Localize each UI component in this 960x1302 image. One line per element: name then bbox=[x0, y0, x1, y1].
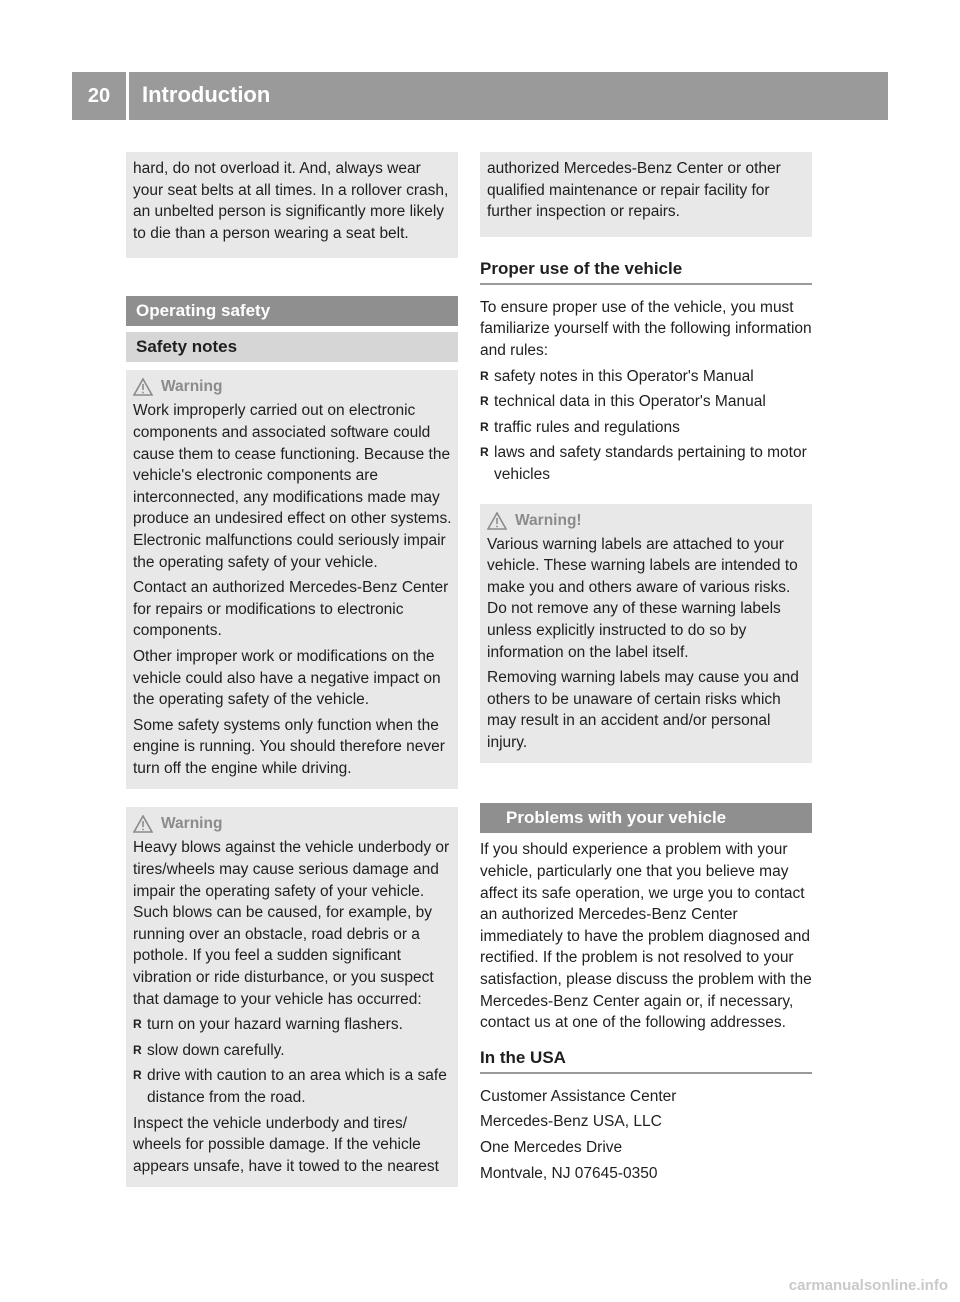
subsection-safety-notes: Safety notes bbox=[126, 332, 458, 362]
intro-text: hard, do not overload it. And, always wear your seat belts at all times. In a rollover crash, an unbelted person is significantly more likely to die than a person wearing a seat belt. bbox=[133, 160, 449, 242]
warning-heading bbox=[133, 376, 452, 398]
warning3-para: Removing warning labels may cause you and others to be unaware of certain risks which may result in an accident and/or personal injury. bbox=[487, 669, 799, 751]
left-column bbox=[126, 152, 458, 1187]
usa-heading: In the USA bbox=[480, 1048, 812, 1074]
address-line: One Mercedes Drive bbox=[480, 1139, 623, 1156]
header-divider bbox=[126, 72, 129, 120]
problems-text: If you should experience a problem with your vehicle, particularly one that you believe may affect its safe operation, we urge you to contact an authorized Mercedes-Benz Center immediately to have the problem diagnosed and rectified. If the problem is not resolved to your satisfaction, please discuss the problem with the Mercedes-Benz Center again or, if necessary, contact us at one of the following addresses. bbox=[480, 841, 812, 1032]
page-header bbox=[72, 72, 888, 120]
warning-box-1 bbox=[126, 370, 458, 789]
watermark: carmanualsonline.info bbox=[788, 1277, 948, 1294]
warning2-para: Heavy blows against the vehicle underbody or tires/wheels may cause serious damage and impair the operating safety of your vehicle. Such blows can be caused, for example, by running over an obstacle, road debris or a pothole. If you feel a sudden significant vibration or ride disturbance, or you suspect that damage to your vehicle has occurred: bbox=[133, 839, 450, 1008]
list-item: R slow down carefully. bbox=[133, 1040, 452, 1062]
section-operating-safety: Operating safety bbox=[126, 296, 458, 326]
warning-triangle-icon bbox=[133, 815, 153, 833]
list-item: R laws and safety standards pertaining to motor vehicles bbox=[480, 442, 812, 485]
warning2-para: Inspect the vehicle underbody and tires/ wheels for possible damage. If the vehicle appears unsafe, have it towed to the nearest bbox=[133, 1114, 439, 1175]
section-problems: Problems with your vehicle bbox=[480, 803, 812, 833]
warning1-para: Other improper work or modifications on the vehicle could also have a negative impact on the operating safety of the vehicle. bbox=[133, 647, 441, 709]
list-item: R traffic rules and regulations bbox=[480, 417, 812, 439]
list-item: R turn on your hazard warning flashers. bbox=[133, 1014, 452, 1036]
warning1-para: Some safety systems only function when the engine is running. You should therefore never turn off the engine while driving. bbox=[133, 716, 445, 777]
warning1-para: Contact an authorized Mercedes-Benz Center for repairs or modifications to electronic components. bbox=[133, 579, 449, 640]
warning-label: Warning bbox=[161, 378, 223, 396]
continuation-text: authorized Mercedes-Benz Center or other qualified maintenance or repair facility for further inspection or repairs. bbox=[487, 160, 781, 221]
warning1-para: Work improperly carried out on electronic components and associated software could cause them to cease functioning. Because the vehicle's electronic components are interconnected, any modifications made may produce an undesired effect on other systems. Electronic malfunctions could seriously impair the operating safety of your vehicle. bbox=[133, 402, 452, 571]
warning-heading bbox=[487, 510, 806, 532]
intro-box bbox=[126, 152, 458, 258]
warning-box-3 bbox=[480, 504, 812, 764]
warning-triangle-icon bbox=[133, 378, 153, 396]
section-title: Introduction bbox=[142, 82, 271, 107]
list-item: R drive with caution to an area which is a safe distance from the road. bbox=[133, 1065, 452, 1108]
continuation-box bbox=[480, 152, 812, 237]
address-line: Customer Assistance Center bbox=[480, 1087, 677, 1105]
address-line: Montvale, NJ 07645-0350 bbox=[480, 1164, 658, 1182]
proper-use-intro: To ensure proper use of the vehicle, you must familiarize yourself with the following information and rules: bbox=[480, 298, 812, 359]
usa-address bbox=[480, 1086, 812, 1184]
warning-triangle-icon bbox=[487, 512, 507, 530]
warning3-para: Various warning labels are attached to your vehicle. These warning labels are intended to make you and others aware of various risks. Do not remove any of these warning labels unless explicitly instructed to do so by information on the label itself. bbox=[487, 535, 798, 661]
right-column bbox=[480, 152, 812, 1188]
proper-use-bullets bbox=[480, 366, 812, 486]
page-number: 20 bbox=[87, 85, 111, 107]
warning-heading bbox=[133, 813, 452, 835]
warning-box-2 bbox=[126, 807, 458, 1187]
list-item: R technical data in this Operator's Manual bbox=[480, 391, 812, 413]
proper-use-heading: Proper use of the vehicle bbox=[480, 259, 812, 285]
address-line: Mercedes-Benz USA, LLC bbox=[480, 1113, 662, 1131]
list-item: R safety notes in this Operator's Manual bbox=[480, 366, 812, 388]
warning-label: Warning bbox=[161, 815, 223, 833]
warning-label: Warning! bbox=[515, 511, 582, 529]
warning2-bullets bbox=[133, 1014, 452, 1108]
